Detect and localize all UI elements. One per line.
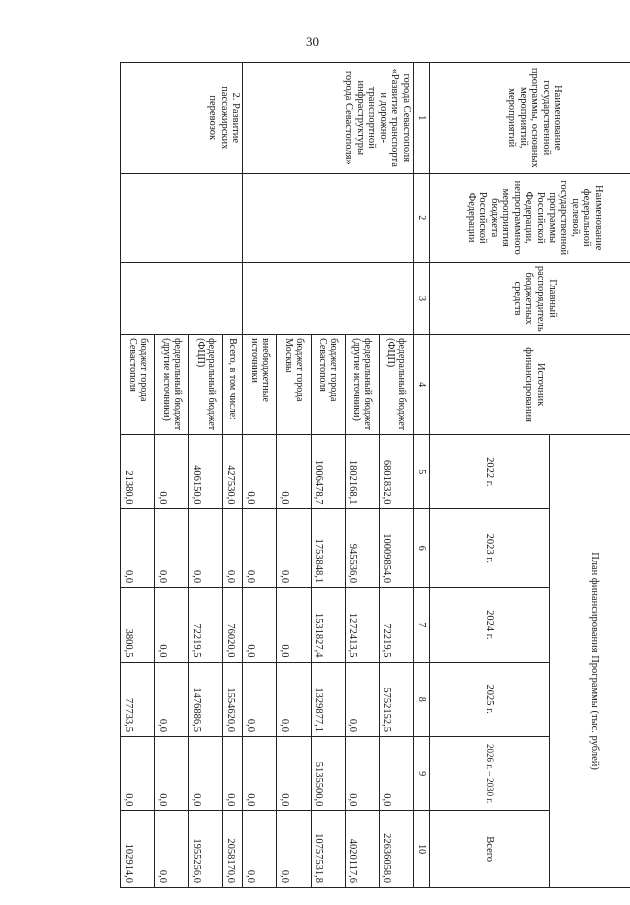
source-cell: федеральный бюджет (ФЦП) <box>189 335 223 435</box>
value-cell: 2058170,0 <box>223 811 243 888</box>
value-cell: 1531827,4 <box>311 588 345 662</box>
value-cell: 0,0 <box>277 662 311 736</box>
value-cell: 1006478,7 <box>311 435 345 509</box>
col-number: 8 <box>414 662 430 736</box>
value-cell: 0,0 <box>243 435 277 509</box>
value-cell: 1476886,5 <box>189 662 223 736</box>
financing-table <box>120 62 630 888</box>
col-number: 10 <box>414 811 430 888</box>
source-cell: федеральный бюджет (другие источники) <box>155 335 189 435</box>
value-cell: 0,0 <box>121 509 155 588</box>
value-cell: 0,0 <box>277 588 311 662</box>
value-cell: 406150,0 <box>189 435 223 509</box>
header-col1: Наименование государственной программы, основных мероприятий, мероприятий <box>430 63 630 174</box>
value-cell: 6801832,0 <box>379 435 413 509</box>
table-row <box>223 63 243 888</box>
value-cell: 0,0 <box>243 811 277 888</box>
value-cell: 0,0 <box>345 662 379 736</box>
table-row <box>379 63 413 888</box>
source-cell: бюджет города Москвы <box>277 335 311 435</box>
source-cell: бюджет города Севастополя <box>121 335 155 435</box>
value-cell: 0,0 <box>155 736 189 810</box>
value-cell: 1802168,1 <box>345 435 379 509</box>
value-cell: 0,0 <box>277 509 311 588</box>
empty-cell <box>121 173 243 262</box>
value-cell: 0,0 <box>155 588 189 662</box>
value-cell: 0,0 <box>155 435 189 509</box>
value-cell: 76020,0 <box>223 588 243 662</box>
col-number: 4 <box>414 335 430 435</box>
rotated-table-wrapper <box>120 62 630 888</box>
source-cell: Всего, в том числе: <box>223 335 243 435</box>
value-cell: 102914,0 <box>121 811 155 888</box>
value-cell: 0,0 <box>223 736 243 810</box>
value-cell: 0,0 <box>223 509 243 588</box>
value-cell: 0,0 <box>379 736 413 810</box>
value-cell: 1753848,1 <box>311 509 345 588</box>
empty-cell <box>243 262 414 334</box>
page-number: 30 <box>306 34 319 49</box>
value-cell: 3800,5 <box>121 588 155 662</box>
value-cell: 5752152,5 <box>379 662 413 736</box>
col-number: 1 <box>414 63 430 174</box>
col-number: 5 <box>414 435 430 509</box>
source-cell: федеральный бюджет (ФЦП) <box>379 335 413 435</box>
header-2026-2030: 2026 г. – 2030 г. <box>430 736 550 810</box>
value-cell: 1272413,5 <box>345 588 379 662</box>
value-cell: 1955256,0 <box>189 811 223 888</box>
value-cell: 0,0 <box>277 736 311 810</box>
value-cell: 0,0 <box>189 736 223 810</box>
value-cell: 4020117,6 <box>345 811 379 888</box>
value-cell: 0,0 <box>277 435 311 509</box>
value-cell: 1329877,1 <box>311 662 345 736</box>
value-cell: 0,0 <box>155 509 189 588</box>
source-cell: внебюджетные источники <box>243 335 277 435</box>
col-number: 2 <box>414 173 430 262</box>
header-2024: 2024 г. <box>430 588 550 662</box>
header-plan: План финансирования Программы (тыс. рублей) <box>550 435 630 888</box>
empty-cell <box>243 173 414 262</box>
value-cell: 0,0 <box>189 509 223 588</box>
value-cell: 945536,0 <box>345 509 379 588</box>
header-col4: Источник финансирования <box>430 335 630 435</box>
group-name: города Севастополя «Развитие транспорта и дорожно-транспортной инфраструктуры города Севастополя» <box>243 63 414 174</box>
header-col3: Главный распорядитель бюджетных средств <box>430 262 630 334</box>
value-cell: 0,0 <box>155 662 189 736</box>
value-cell: 0,0 <box>155 811 189 888</box>
value-cell: 22636058,0 <box>379 811 413 888</box>
header-2022: 2022 г. <box>430 435 550 509</box>
value-cell: 0,0 <box>121 736 155 810</box>
empty-cell <box>121 262 243 334</box>
header-2023: 2023 г. <box>430 509 550 588</box>
source-cell: федеральный бюджет (другие источники) <box>345 335 379 435</box>
group-name: 2. Развитие пассажирских перевозок <box>121 63 243 174</box>
header-col2: Наименование федеральной целевой, государственной программы Российской Федерации, непрограммного мероприятия бюджета Российской Федерации <box>430 173 630 262</box>
value-cell: 77733,5 <box>121 662 155 736</box>
col-number: 6 <box>414 509 430 588</box>
value-cell: 72219,5 <box>189 588 223 662</box>
col-number: 3 <box>414 262 430 334</box>
value-cell: 0,0 <box>243 588 277 662</box>
value-cell: 10757531,8 <box>311 811 345 888</box>
col-number: 9 <box>414 736 430 810</box>
column-numbers-row <box>414 63 430 888</box>
source-cell: бюджет города Севастополя <box>311 335 345 435</box>
value-cell: 0,0 <box>277 811 311 888</box>
value-cell: 0,0 <box>345 736 379 810</box>
value-cell: 0,0 <box>243 662 277 736</box>
value-cell: 427530,0 <box>223 435 243 509</box>
header-2025: 2025 г. <box>430 662 550 736</box>
header-row-1 <box>550 63 630 888</box>
value-cell: 0,0 <box>243 509 277 588</box>
header-total: Всего <box>430 811 550 888</box>
value-cell: 21380,0 <box>121 435 155 509</box>
col-number: 7 <box>414 588 430 662</box>
value-cell: 10009854,0 <box>379 509 413 588</box>
value-cell: 0,0 <box>243 736 277 810</box>
value-cell: 1554620,0 <box>223 662 243 736</box>
value-cell: 5135500,0 <box>311 736 345 810</box>
value-cell: 72219,5 <box>379 588 413 662</box>
